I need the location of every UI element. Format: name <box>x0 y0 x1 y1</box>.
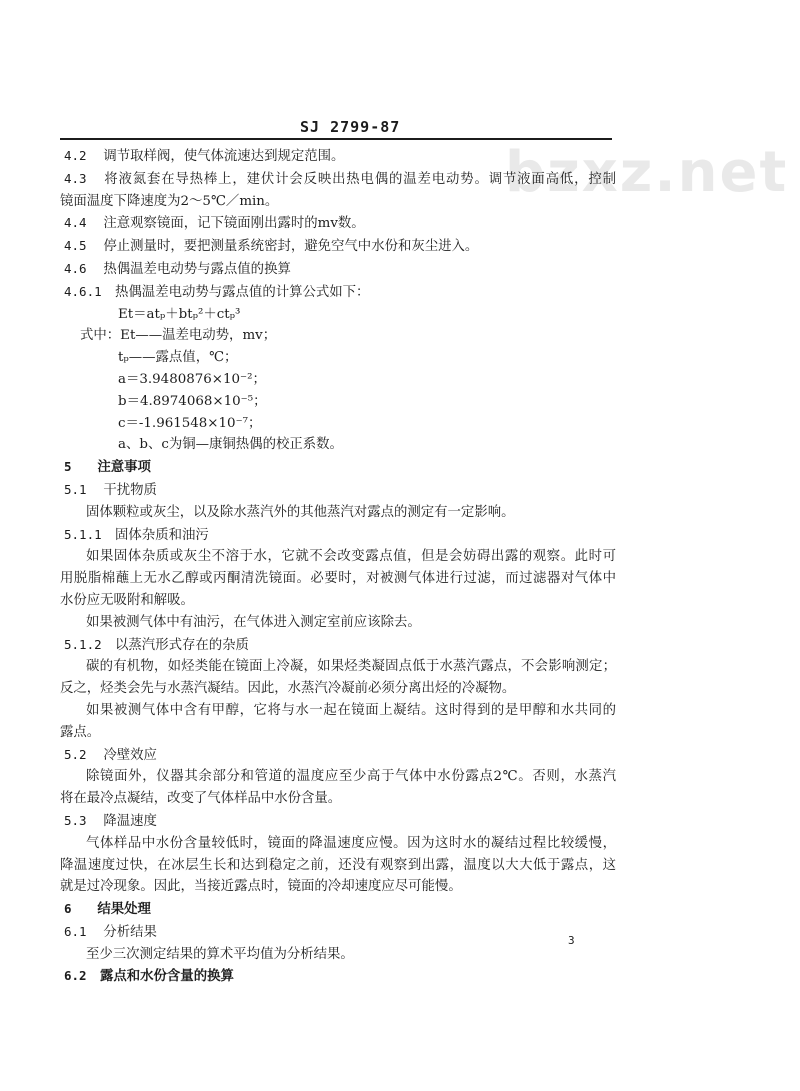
line-text: 降温速度过快，在冰层生长和达到稳定之前，还没有观察到出露，温度以大大低于露点，这 <box>60 857 616 873</box>
formula-line <box>60 304 616 326</box>
line-text: 除镜面外，仪器其余部分和管道的温度应至少高于气体中水份露点2℃。否则，水蒸汽 <box>86 769 616 785</box>
continuation-line <box>60 876 616 898</box>
continuation-line <box>60 678 616 700</box>
continuation-line <box>60 788 616 810</box>
clause-number: 5.3 <box>64 812 87 828</box>
clause-number: 4.2 <box>64 148 87 163</box>
clause-text: 注意观察镜面，记下镜面刚出露时的mv数。 <box>103 216 365 232</box>
clause-line <box>60 145 616 168</box>
line-text: 用脱脂棉蘸上无水乙醇或丙酮清洗镜面。必要时，对被测气体进行过滤，而过滤器对气体中 <box>60 571 616 587</box>
line-text: tₚ——露点值，℃； <box>118 350 238 366</box>
clause-text: 停止测量时，要把测量系统密封，避免空气中水份和灰尘进入。 <box>103 239 479 255</box>
continuation-line <box>60 191 616 213</box>
formula-line <box>60 347 616 369</box>
line-text: 水份应无吸附和解吸。 <box>60 592 194 608</box>
clause-number: 5 <box>64 459 72 475</box>
clause-line <box>60 634 616 657</box>
clause-line <box>60 965 616 988</box>
line-text: 如果被测气体中含有甲醇，它将与水一起在镜面上凝结。这时得到的是甲醇和水共同的 <box>86 702 616 718</box>
clause-text: 冷壁效应 <box>103 747 157 763</box>
clause-number: 6 <box>64 901 72 917</box>
clause-line <box>60 281 616 304</box>
page-number: 3 <box>568 934 575 947</box>
watermark: bzxz.net <box>505 140 789 205</box>
line-text: 固体颗粒或灰尘，以及除水蒸汽外的其他蒸汽对露点的测定有一定影响。 <box>86 504 515 520</box>
clause-number: 6.1 <box>64 923 87 939</box>
clause-line <box>60 810 616 833</box>
clause-number: 4.3 <box>64 170 87 186</box>
formula-line <box>60 391 616 413</box>
line-text: c＝-1.961548×10⁻⁷； <box>118 415 262 431</box>
continuation-line <box>60 590 616 612</box>
line-text: a＝3.9480876×10⁻²； <box>118 371 266 387</box>
clause-text: 热偶温差电动势与露点值的计算公式如下： <box>115 284 370 300</box>
line-text: Et＝atₚ＋btₚ²＋ctₚ³ <box>118 306 241 322</box>
line-text: 将在最冷点凝结，改变了气体样品中水份含量。 <box>60 791 342 807</box>
line-text: 如果固体杂质或灰尘不溶于水，它就不会改变露点值，但是会妨碍出露的观察。此时可 <box>86 549 616 565</box>
paragraph-line <box>60 612 616 634</box>
clause-text: 将液氮套在导热棒上，建伏计会反映出热电偶的温差电动势。调节液面高低，控制 <box>103 171 616 187</box>
header-rule <box>60 138 612 140</box>
clause-line <box>60 212 616 235</box>
clause-line <box>60 921 616 944</box>
clause-text: 降温速度 <box>103 813 157 829</box>
clause-line <box>60 744 616 767</box>
clause-text: 结果处理 <box>97 901 151 918</box>
formula-line <box>60 413 616 435</box>
line-text: 至少三次测定结果的算术平均值为分析结果。 <box>86 946 354 962</box>
clause-line <box>60 168 616 191</box>
clause-line <box>60 258 616 281</box>
formula-line <box>60 434 616 456</box>
clause-line <box>60 235 616 258</box>
clause-text: 热偶温差电动势与露点值的换算 <box>103 261 291 277</box>
clause-number: 4.5 <box>64 238 87 254</box>
section-heading <box>60 456 616 479</box>
line-text: 气体样品中水份含量较低时，镜面的降温速度应慢。因为这时水的凝结过程比较缓慢， <box>86 835 616 851</box>
line-text: b＝4.8974068×10⁻⁵； <box>118 393 267 409</box>
clause-number: 5.1.2 <box>64 636 102 652</box>
clause-number: 4.6 <box>64 260 87 276</box>
line-text: 露点。 <box>60 724 101 740</box>
clause-text: 调节取样阀，使气体流速达到规定范围。 <box>103 149 345 164</box>
clause-number: 4.6.1 <box>64 283 102 299</box>
paragraph-line <box>60 502 616 524</box>
clause-number: 5.1.1 <box>64 526 102 542</box>
where-line <box>60 325 616 347</box>
paragraph-line <box>60 766 616 788</box>
paragraph-line <box>60 546 616 568</box>
line-text: 式中：Et——温差电动势，mv； <box>80 328 277 344</box>
clause-number: 4.4 <box>64 215 87 231</box>
line-text: 就是过冷现象。因此，当接近露点时，镜面的冷却速度应尽可能慢。 <box>60 879 462 895</box>
clause-number: 5.1 <box>64 481 87 497</box>
paragraph-line <box>60 833 616 855</box>
clause-line <box>60 524 616 547</box>
line-text: 镜面温度下降速度为2～5℃／min。 <box>60 193 279 209</box>
clause-number: 5.2 <box>64 746 87 762</box>
clause-text: 露点和水份含量的换算 <box>99 968 234 985</box>
clause-number: 6.2 <box>64 968 87 984</box>
clause-text: 以蒸汽形式存在的杂质 <box>115 637 249 653</box>
clause-text: 干扰物质 <box>103 482 157 498</box>
standard-code-header: SJ 2799-87 <box>300 118 401 136</box>
line-text: 如果被测气体中有油污，在气体进入测定室前应该除去。 <box>86 614 421 630</box>
paragraph-line <box>60 656 616 678</box>
section-heading <box>60 898 616 921</box>
clause-text: 固体杂质和油污 <box>115 527 209 543</box>
line-text: 反之，烃类会先与水蒸汽凝结。因此，水蒸汽冷凝前必须分离出烃的冷凝物。 <box>60 681 516 697</box>
document-body <box>60 145 616 988</box>
clause-text: 注意事项 <box>97 459 151 476</box>
paragraph-line <box>60 700 616 722</box>
clause-line <box>60 479 616 502</box>
line-text: 碳的有机物，如烃类能在镜面上冷凝，如果烃类凝固点低于水蒸汽露点，不会影响测定； <box>86 659 616 675</box>
clause-text: 分析结果 <box>103 924 157 940</box>
continuation-line <box>60 722 616 744</box>
paragraph-line <box>60 944 616 966</box>
continuation-line <box>60 855 616 877</box>
continuation-line <box>60 568 616 590</box>
formula-line <box>60 369 616 391</box>
line-text: a、b、c为铜—康铜热偶的校正系数。 <box>118 437 343 453</box>
